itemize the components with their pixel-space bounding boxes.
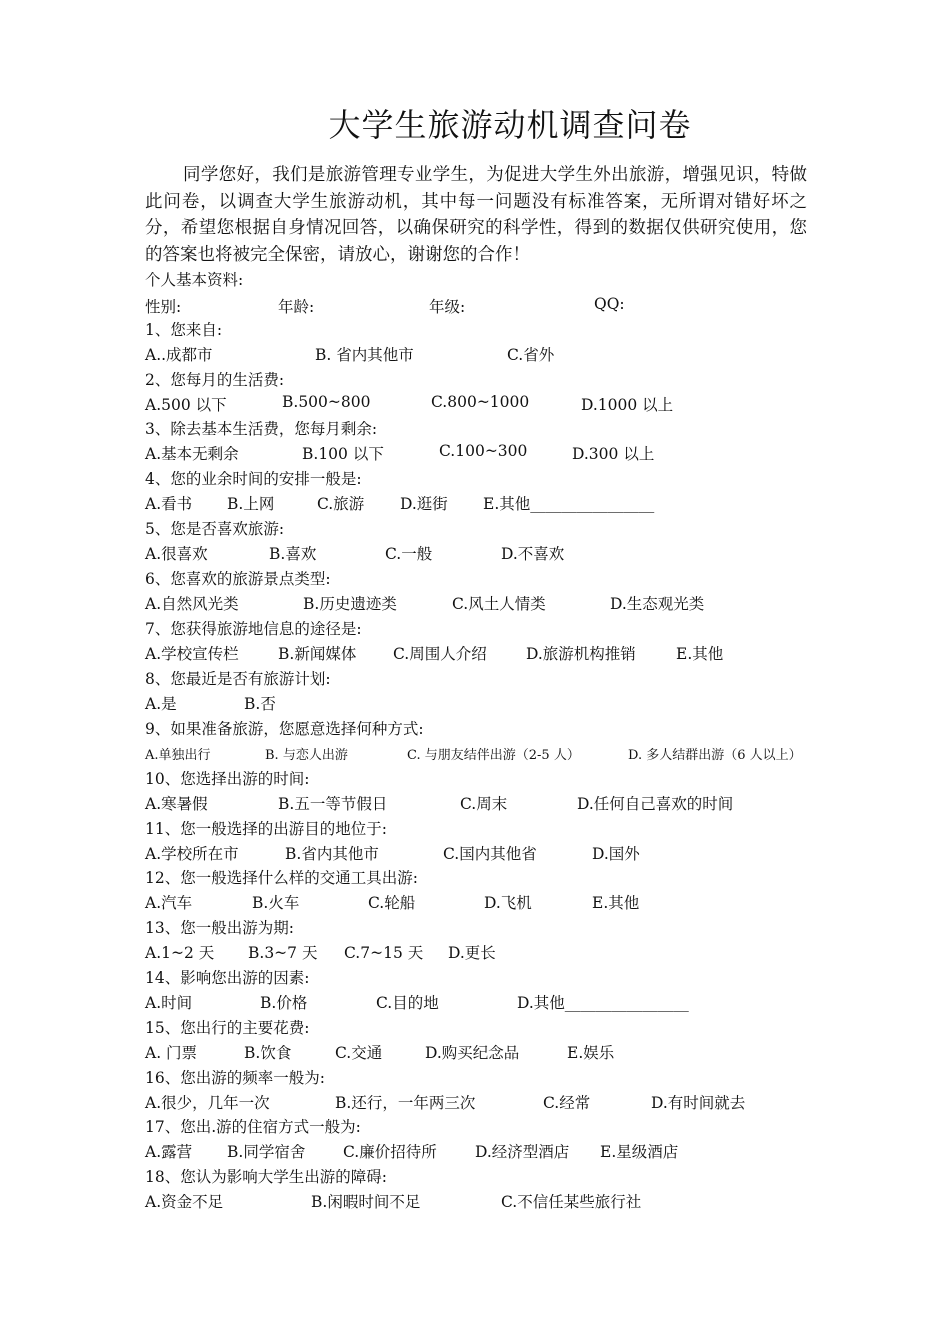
question-9: 9、如果准备旅游，您愿意选择何种方式:: [145, 720, 424, 738]
option-c: C.经常: [543, 1094, 591, 1112]
option-c: C.目的地: [376, 994, 439, 1012]
option-a: A..成都市: [145, 346, 213, 364]
option-d: D.不喜欢: [501, 545, 565, 563]
option-c: C.省外: [507, 346, 555, 364]
option-d: D.其他________________: [517, 994, 689, 1012]
option-b: B.还行，一年两三次: [335, 1094, 476, 1112]
option-b: B.500~800: [282, 393, 371, 411]
option-d: D.国外: [592, 845, 640, 863]
option-e: E.星级酒店: [600, 1143, 679, 1161]
question-4: 4、您的业余时间的安排一般是:: [145, 470, 362, 488]
option-b: B.上网: [227, 495, 275, 513]
option-a: A.很少，几年一次: [145, 1094, 270, 1112]
option-d: D.有时间就去: [651, 1094, 746, 1112]
option-b: B.饮食: [244, 1044, 292, 1062]
question-3: 3、除去基本生活费，您每月剩余:: [145, 420, 378, 438]
question-16: 16、您出游的频率一般为:: [145, 1069, 325, 1087]
option-a: A.1~2 天: [145, 944, 215, 962]
option-c: C.周末: [460, 795, 508, 813]
option-e: E.其他: [592, 894, 640, 912]
option-b: B.否: [244, 695, 276, 713]
option-b: B. 省内其他市: [315, 346, 414, 364]
option-b: B.喜欢: [269, 545, 317, 563]
question-2: 2、您每月的生活费:: [145, 371, 285, 389]
option-b: B.新闻媒体: [278, 645, 357, 663]
option-c: C. 与朋友结伴出游（2-5 人）: [407, 748, 580, 763]
question-5: 5、您是否喜欢旅游:: [145, 520, 285, 538]
option-c: C.交通: [335, 1044, 383, 1062]
question-15: 15、您出行的主要花费:: [145, 1019, 310, 1037]
option-a: A.单独出行: [145, 748, 211, 763]
option-b: B.五一等节假日: [278, 795, 388, 813]
option-a: A.很喜欢: [145, 545, 208, 563]
intro-paragraph: 同学您好，我们是旅游管理专业学生，为促进大学生外出旅游，增强见识，特做此问卷，以调查大学生旅游动机，其中每一问题没有标准答案，无所谓对错好坏之分，希望您根据自身情况回答，以确保研究的科学性，得到的数据仅供研究使用，您的答案也将被完全保密，请放心，谢谢您的合作！: [145, 165, 807, 265]
option-b: B.历史遗迹类: [303, 595, 397, 613]
option-d: D.经济型酒店: [475, 1143, 570, 1161]
option-b: B.100 以下: [302, 445, 384, 463]
option-d: D.任何自己喜欢的时间: [577, 795, 734, 813]
option-b: B.省内其他市: [285, 845, 379, 863]
option-a: A.时间: [145, 994, 193, 1012]
option-c: C.100~300: [439, 442, 528, 460]
question-14: 14、影响您出游的因素:: [145, 969, 310, 987]
option-a: A.学校宣传栏: [145, 645, 239, 663]
field-gender: 性别:: [145, 298, 182, 316]
question-10: 10、您选择出游的时间:: [145, 770, 310, 788]
option-e: E.其他________________: [483, 495, 655, 513]
question-11: 11、您一般选择的出游目的地位于:: [145, 820, 387, 838]
field-age: 年龄:: [278, 298, 315, 316]
option-d: D.更长: [448, 944, 496, 962]
option-c: C.国内其他省: [443, 845, 537, 863]
option-a: A.500 以下: [145, 396, 227, 414]
option-b: B. 与恋人出游: [265, 748, 348, 763]
option-b: B.3~7 天: [248, 944, 318, 962]
option-c: C.周围人介绍: [393, 645, 487, 663]
option-a: A.基本无剩余: [145, 445, 239, 463]
option-d: D.1000 以上: [581, 396, 674, 414]
option-c: C.轮船: [368, 894, 416, 912]
option-c: C.不信任某些旅行社: [501, 1193, 642, 1211]
option-a: A.寒暑假: [145, 795, 208, 813]
option-b: B.同学宿舍: [227, 1143, 306, 1161]
option-c: C.风土人情类: [452, 595, 546, 613]
option-c: C.廉价招待所: [343, 1143, 437, 1161]
option-d: D.飞机: [484, 894, 532, 912]
question-13: 13、您一般出游为期:: [145, 919, 294, 937]
option-a: A.看书: [145, 495, 193, 513]
option-c: C.800~1000: [431, 393, 530, 411]
question-6: 6、您喜欢的旅游景点类型:: [145, 570, 331, 588]
option-e: E.其他: [676, 645, 724, 663]
option-d: D.生态观光类: [610, 595, 705, 613]
option-a: A.露营: [145, 1143, 193, 1161]
question-8: 8、您最近是否有旅游计划:: [145, 670, 331, 688]
option-c: C.7~15 天: [344, 944, 424, 962]
option-b: B.火车: [252, 894, 300, 912]
option-d: D.300 以上: [572, 445, 655, 463]
option-d: D.旅游机构推销: [526, 645, 636, 663]
question-18: 18、您认为影响大学生出游的障碍:: [145, 1168, 387, 1186]
option-a: A.资金不足: [145, 1193, 224, 1211]
field-qq: QQ:: [594, 295, 625, 313]
option-e: E.娱乐: [567, 1044, 615, 1062]
option-d: D. 多人结群出游（6 人以上）: [628, 748, 802, 763]
option-d: D.逛街: [400, 495, 448, 513]
question-17: 17、您出.游的住宿方式一般为:: [145, 1118, 361, 1136]
question-12: 12、您一般选择什么样的交通工具出游:: [145, 869, 418, 887]
field-grade: 年级:: [429, 298, 466, 316]
option-a: A.汽车: [145, 894, 193, 912]
option-c: C.一般: [385, 545, 433, 563]
option-b: B.闲暇时间不足: [311, 1193, 421, 1211]
question-1: 1、您来自:: [145, 321, 223, 339]
option-c: C.旅游: [317, 495, 365, 513]
option-b: B.价格: [260, 994, 308, 1012]
question-7: 7、您获得旅游地信息的途径是:: [145, 620, 362, 638]
option-a: A.学校所在市: [145, 845, 239, 863]
option-a: A.是: [145, 695, 177, 713]
option-a: A.自然风光类: [145, 595, 239, 613]
personal-info-heading: 个人基本资料:: [145, 271, 244, 289]
option-a: A. 门票: [145, 1044, 198, 1062]
document-title: 大学生旅游动机调查问卷: [328, 106, 692, 144]
option-d: D.购买纪念品: [425, 1044, 520, 1062]
